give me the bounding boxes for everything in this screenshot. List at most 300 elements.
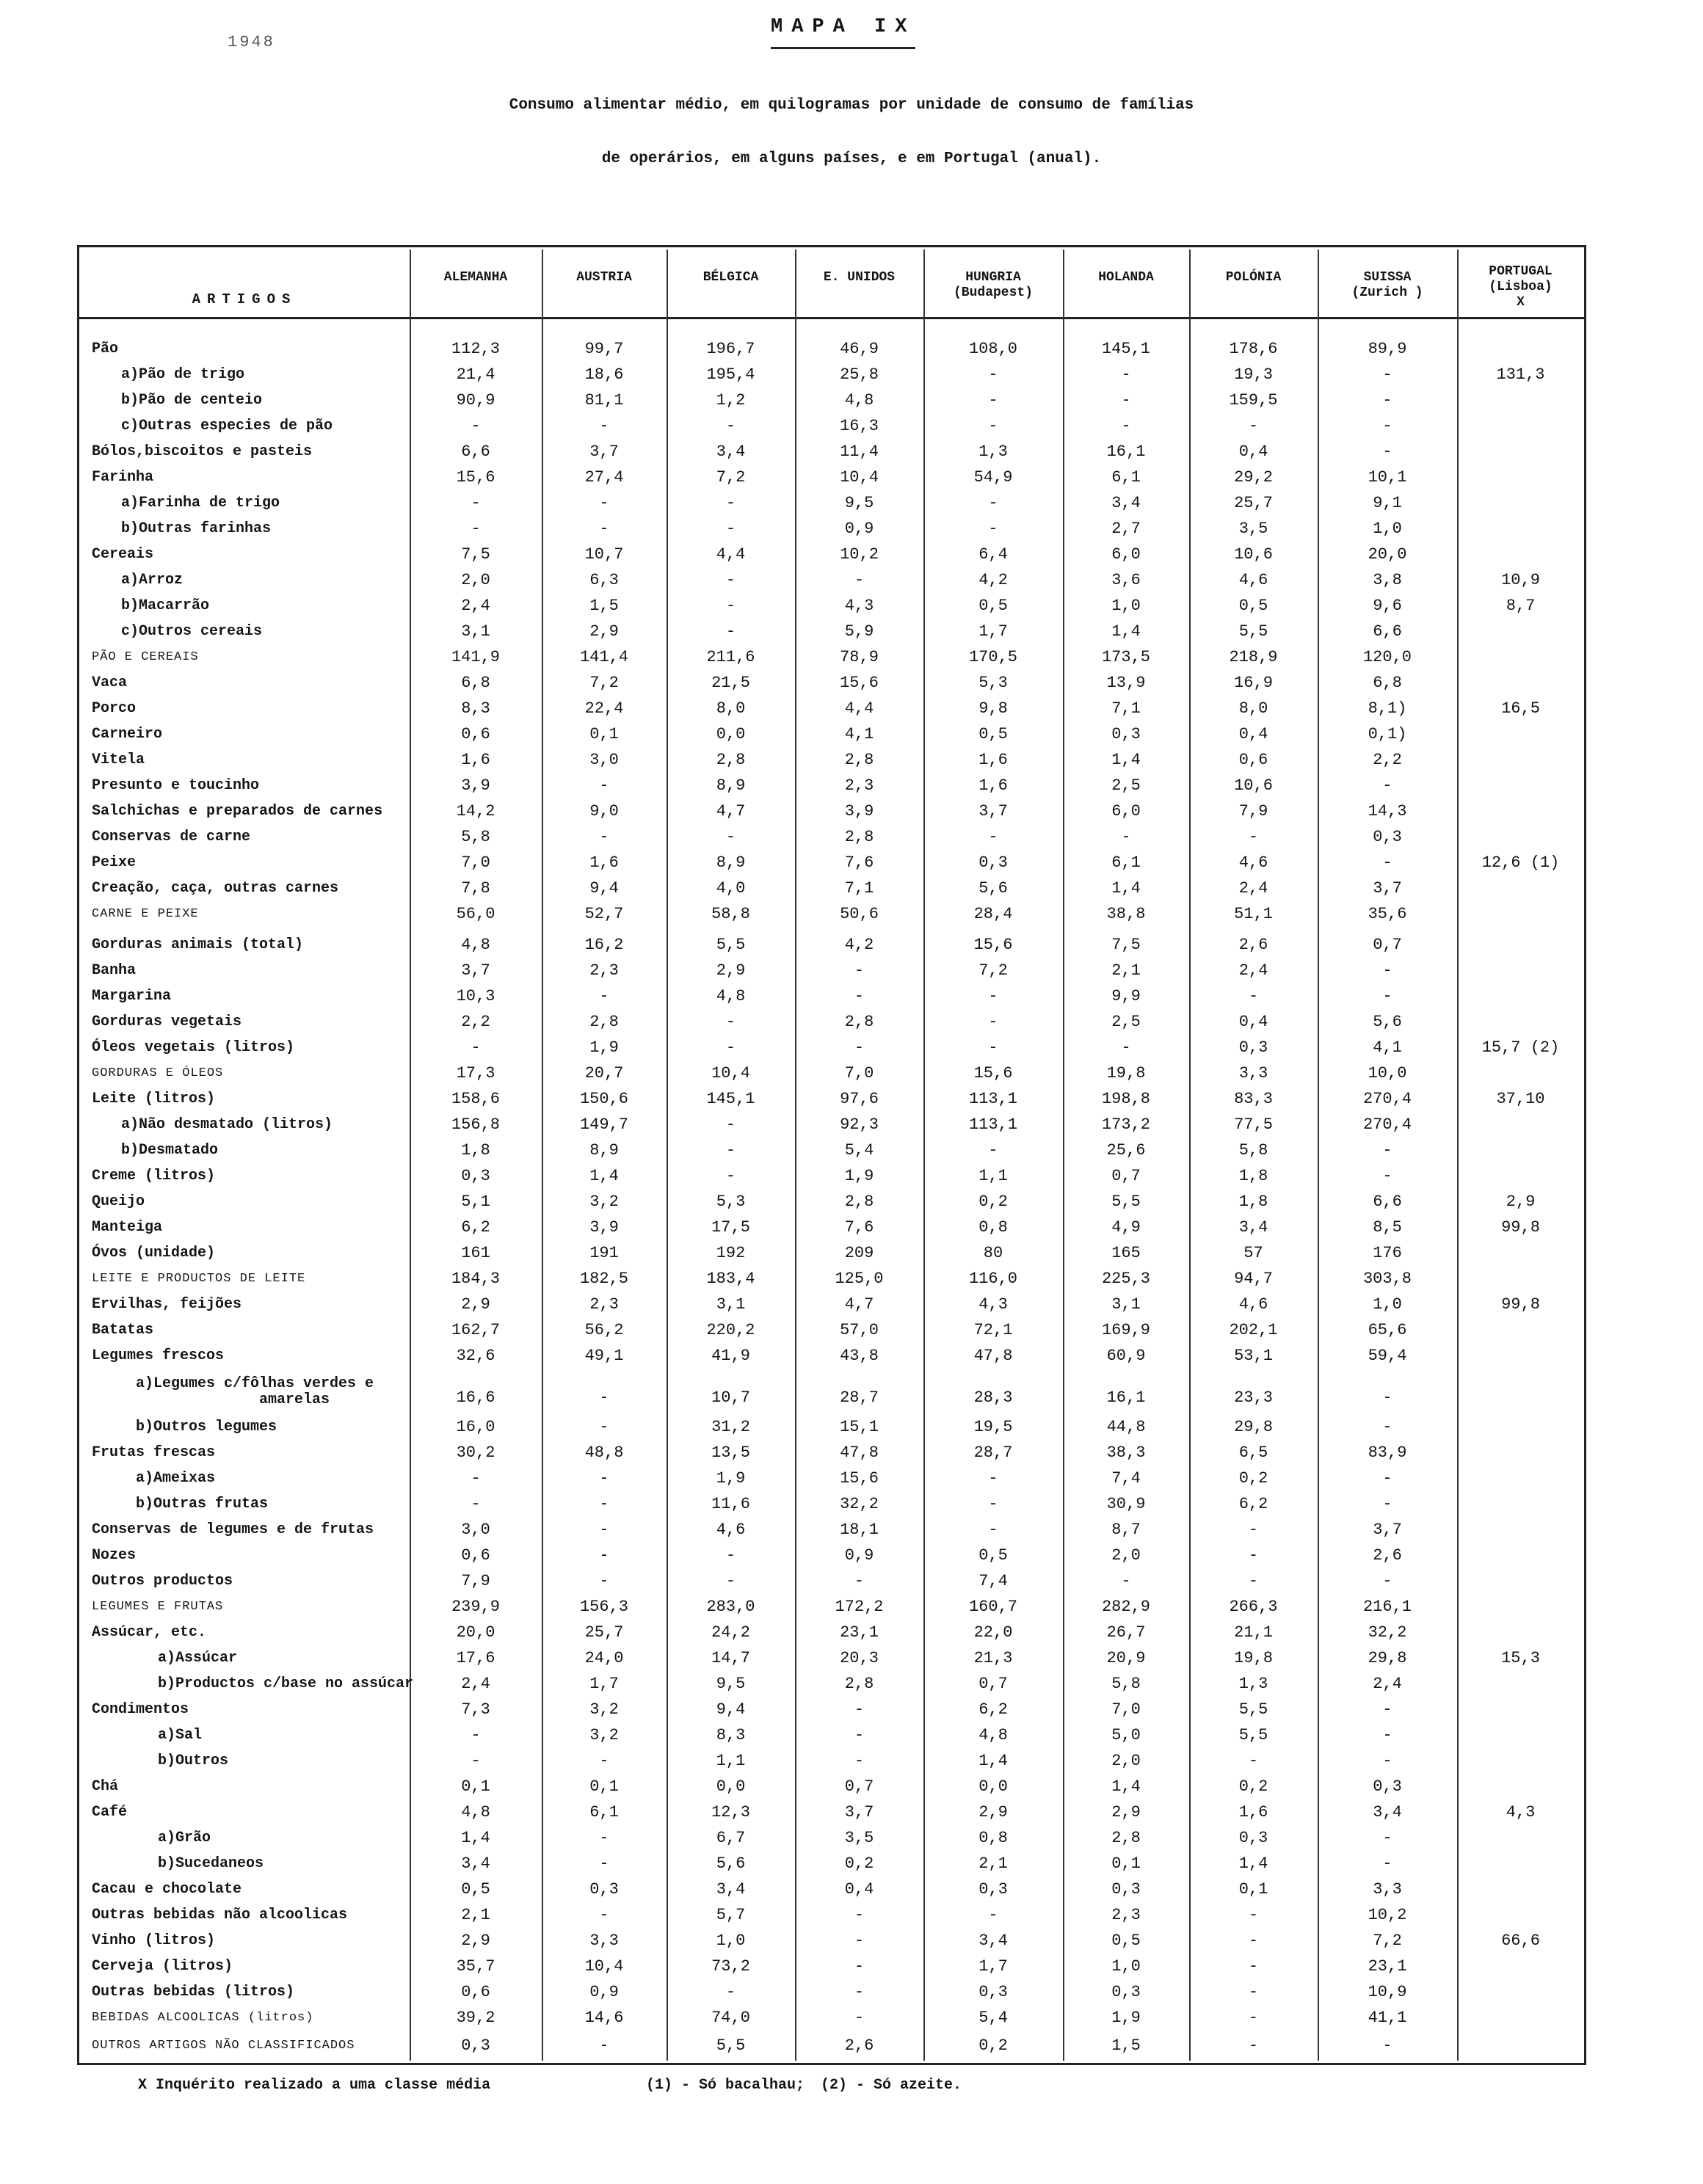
table-cell: 4,1: [1373, 1038, 1402, 1057]
table-cell: 266,3: [1229, 1598, 1278, 1616]
table-cell: 218,9: [1229, 648, 1278, 666]
row-label: Vinho (litros): [92, 1932, 216, 1949]
table-cell: 81,1: [584, 391, 624, 410]
table-cell: -: [599, 1752, 609, 1770]
table-cell: 6,1: [589, 1803, 619, 1821]
table-cell: -: [854, 1038, 865, 1057]
table-cell: -: [725, 1983, 736, 2001]
table-cell: 3,5: [844, 1829, 874, 1847]
table-cell: 176: [1373, 1244, 1402, 1262]
table-cell: 184,3: [451, 1270, 500, 1288]
table-cell: 1,3: [978, 443, 1008, 461]
table-cell: 1,4: [461, 1829, 490, 1847]
table-cell: 1,6: [1238, 1803, 1268, 1821]
table-cell: 1,4: [1238, 1854, 1268, 1873]
table-cell: 9,6: [1373, 597, 1402, 615]
table-cell: 113,1: [968, 1115, 1017, 1134]
column-header-alemanha: ALEMANHA: [443, 270, 508, 285]
row-label: Cerveja (litros): [92, 1958, 233, 1975]
table-cell: -: [1121, 365, 1131, 384]
table-cell: 28,4: [973, 905, 1013, 923]
table-cell: 0,8: [978, 1829, 1008, 1847]
table-cell: 90,9: [456, 391, 495, 410]
table-cell: 41,9: [711, 1347, 750, 1365]
table-cell: 149,7: [579, 1115, 628, 1134]
table-cell: -: [599, 1906, 609, 1924]
table-cell: 18,6: [584, 365, 624, 384]
table-cell: 22,0: [973, 1623, 1013, 1642]
table-cell: 192: [716, 1244, 746, 1262]
table-cell: 0,9: [844, 1546, 874, 1565]
table-cell: 54,9: [973, 468, 1013, 487]
table-cell: 0,4: [1238, 1013, 1268, 1031]
table-cell: 94,7: [1234, 1270, 1273, 1288]
table-cell: 47,8: [973, 1347, 1013, 1365]
table-cell: 2,2: [1373, 751, 1402, 769]
table-cell: -: [1121, 828, 1131, 846]
table-cell: 0,5: [978, 1546, 1008, 1565]
artigos-header: ARTIGOS: [192, 291, 297, 307]
table-cell: 2,0: [1111, 1546, 1141, 1565]
table-cell: 4,3: [1506, 1803, 1536, 1821]
row-label: b)Productos c/base no assúcar: [158, 1675, 414, 1692]
table-cell: -: [725, 828, 736, 846]
table-cell: 2,9: [461, 1932, 490, 1950]
table-cell: -: [1382, 776, 1392, 795]
table-cell: 3,7: [1373, 1521, 1402, 1539]
table-cell: -: [988, 1141, 998, 1160]
table-cell: 17,3: [456, 1064, 495, 1082]
row-label: Farinha: [92, 469, 154, 486]
row-label: b)Sucedaneos: [158, 1855, 264, 1872]
table-cell: 60,9: [1106, 1347, 1146, 1365]
table-cell: 2,3: [1111, 1906, 1141, 1924]
table-cell: 183,4: [706, 1270, 755, 1288]
table-cell: -: [725, 1013, 736, 1031]
table-cell: -: [988, 417, 998, 435]
table-cell: 72,1: [973, 1321, 1013, 1339]
table-cell: 2,8: [1111, 1829, 1141, 1847]
table-cell: 6,8: [1373, 674, 1402, 692]
table-cell: -: [1382, 1854, 1392, 1873]
table-cell: 2,7: [1111, 520, 1141, 538]
table-cell: -: [854, 1932, 865, 1950]
table-cell: 1,4: [1111, 879, 1141, 898]
table-cell: 1,4: [589, 1167, 619, 1185]
table-cell: 4,6: [716, 1521, 746, 1539]
table-cell: 77,5: [1234, 1115, 1273, 1134]
table-cell: 2,9: [978, 1803, 1008, 1821]
row-label: a)Não desmatado (litros): [121, 1116, 333, 1133]
table-cell: -: [1248, 1957, 1259, 1976]
table-cell: 2,3: [844, 776, 874, 795]
table-cell: -: [1248, 1546, 1259, 1565]
table-cell: -: [599, 1469, 609, 1488]
table-cell: 9,8: [978, 699, 1008, 718]
table-cell: 1,0: [1111, 597, 1141, 615]
table-cell: 202,1: [1229, 1321, 1278, 1339]
table-cell: 0,7: [1111, 1167, 1141, 1185]
table-cell: 46,9: [840, 340, 879, 358]
table-cell: 0,1: [461, 1777, 490, 1796]
table-cell: 1,4: [978, 1752, 1008, 1770]
table-cell: -: [988, 987, 998, 1005]
table-cell: -: [1121, 417, 1131, 435]
table-cell: -: [854, 1572, 865, 1590]
table-cell: 5,3: [716, 1193, 746, 1211]
table-cell: 10,9: [1368, 1983, 1407, 2001]
table-cell: -: [1382, 987, 1392, 1005]
table-cell: -: [471, 494, 481, 512]
table-cell: 5,5: [716, 936, 746, 954]
table-cell: -: [1382, 853, 1392, 872]
table-cell: 3,4: [1238, 1218, 1268, 1237]
table-cell: 0,5: [1238, 597, 1268, 615]
table-cell: -: [725, 571, 736, 589]
row-label: Creme (litros): [92, 1168, 216, 1184]
table-cell: 1,0: [1111, 1957, 1141, 1976]
table-cell: 56,2: [584, 1321, 624, 1339]
table-cell: 8,9: [716, 776, 746, 795]
row-label: Salchichas e preparados de carnes: [92, 803, 383, 820]
table-cell: -: [854, 2009, 865, 2027]
table-cell: 99,8: [1501, 1295, 1540, 1314]
table-cell: 6,5: [1238, 1444, 1268, 1462]
table-cell: 0,3: [1111, 1983, 1141, 2001]
table-cell: 0,7: [1373, 936, 1402, 954]
table-cell: -: [725, 1546, 736, 1565]
table-cell: 3,5: [1238, 520, 1268, 538]
table-cell: -: [599, 1572, 609, 1590]
table-cell: 10,3: [456, 987, 495, 1005]
table-cell: -: [1382, 1572, 1392, 1590]
table-cell: 2,9: [589, 622, 619, 641]
table-cell: 141,9: [451, 648, 500, 666]
table-cell: 83,9: [1368, 1444, 1407, 1462]
table-cell: 5,8: [1111, 1675, 1141, 1693]
table-cell: -: [599, 1418, 609, 1436]
table-cell: 20,9: [1106, 1649, 1146, 1667]
table-cell: 162,7: [451, 1321, 500, 1339]
table-cell: -: [471, 1752, 481, 1770]
table-cell: 3,6: [1111, 571, 1141, 589]
table-cell: 9,4: [716, 1700, 746, 1719]
table-cell: -: [725, 1167, 736, 1185]
table-cell: 3,4: [716, 443, 746, 461]
table-cell: 11,6: [711, 1495, 750, 1513]
table-cell: 160,7: [968, 1598, 1017, 1616]
table-cell: 1,4: [1111, 751, 1141, 769]
table-cell: 9,5: [844, 494, 874, 512]
table-cell: 2,1: [978, 1854, 1008, 1873]
table-cell: 1,6: [978, 751, 1008, 769]
table-cell: 2,8: [716, 751, 746, 769]
row-label: c)Outros cereais: [121, 623, 263, 640]
table-cell: 5,5: [1238, 622, 1268, 641]
table-cell: 3,4: [461, 1854, 490, 1873]
table-cell: 1,8: [1238, 1167, 1268, 1185]
table-cell: 3,9: [844, 802, 874, 820]
table-cell: -: [1382, 1752, 1392, 1770]
table-cell: 10,7: [711, 1388, 750, 1407]
table-cell: 5,5: [1238, 1700, 1268, 1719]
table-cell: 18,1: [840, 1521, 879, 1539]
table-cell: 2,4: [1238, 879, 1268, 898]
row-label: Nozes: [92, 1547, 137, 1564]
table-cell: 5,4: [844, 1141, 874, 1160]
table-cell: 24,2: [711, 1623, 750, 1642]
table-cell: 5,8: [461, 828, 490, 846]
row-label: b)Outros legumes: [136, 1419, 277, 1435]
row-label: b)Macarrão: [121, 597, 210, 614]
table-cell: 39,2: [456, 2009, 495, 2027]
table-cell: 21,1: [1234, 1623, 1273, 1642]
table-cell: 7,6: [844, 853, 874, 872]
table-cell: 6,3: [589, 571, 619, 589]
table-cell: 15,6: [973, 936, 1013, 954]
table-cell: -: [988, 391, 998, 410]
table-cell: -: [854, 1906, 865, 1924]
table-cell: 3,7: [1373, 879, 1402, 898]
table-cell: -: [854, 1752, 865, 1770]
table-cell: 0,3: [1373, 1777, 1402, 1796]
table-cell: 150,6: [579, 1090, 628, 1108]
row-label: Banha: [92, 962, 137, 979]
table-cell: 10,2: [1368, 1906, 1407, 1924]
table-cell: 2,4: [1238, 961, 1268, 980]
table-cell: 7,4: [1111, 1469, 1141, 1488]
table-cell: 52,7: [584, 905, 624, 923]
table-cell: 2,0: [461, 571, 490, 589]
table-cell: 13,9: [1106, 674, 1146, 692]
table-cell: 0,3: [978, 853, 1008, 872]
table-cell: 20,3: [840, 1649, 879, 1667]
row-label: Frutas frescas: [92, 1444, 216, 1461]
row-label: Outras bebidas (litros): [92, 1984, 295, 2001]
row-label: Cereais: [92, 546, 154, 563]
table-cell: 25,8: [840, 365, 879, 384]
table-cell: 16,1: [1106, 1388, 1146, 1407]
table-cell: 29,8: [1368, 1649, 1407, 1667]
table-cell: 51,1: [1234, 905, 1273, 923]
table-cell: 29,8: [1234, 1418, 1273, 1436]
table-cell: 1,4: [1111, 622, 1141, 641]
table-cell: 15,3: [1501, 1649, 1540, 1667]
table-cell: 3,2: [589, 1700, 619, 1719]
table-cell: 74,0: [711, 2009, 750, 2027]
column-header-belgica: BÉLGICA: [702, 270, 759, 285]
table-cell: 50,6: [840, 905, 879, 923]
table-cell: -: [599, 1546, 609, 1565]
table-cell: 2,8: [589, 1013, 619, 1031]
table-cell: 5,6: [716, 1854, 746, 1873]
table-cell: 43,8: [840, 1347, 879, 1365]
table-cell: -: [725, 1572, 736, 1590]
row-label: Vitela: [92, 751, 145, 768]
table-cell: 15,6: [840, 674, 879, 692]
table-cell: 4,2: [844, 936, 874, 954]
table-cell: 20,0: [456, 1623, 495, 1642]
table-cell: 13,5: [711, 1444, 750, 1462]
table-cell: 10,4: [584, 1957, 624, 1976]
table-cell: -: [725, 1141, 736, 1160]
table-cell: 283,0: [706, 1598, 755, 1616]
table-cell: 1,6: [589, 853, 619, 872]
table-cell: 3,0: [461, 1521, 490, 1539]
table-cell: 1,0: [716, 1932, 746, 1950]
table-cell: 53,1: [1234, 1347, 1273, 1365]
table-cell: -: [1382, 1469, 1392, 1488]
table-cell: 1,9: [716, 1469, 746, 1488]
table-cell: 9,1: [1373, 494, 1402, 512]
row-label: Margarina: [92, 988, 172, 1005]
row-label: PÃO E CEREAIS: [92, 650, 199, 664]
column-header-hungria: HUNGRIA (Budapest): [953, 270, 1034, 300]
row-label: a)Grão: [158, 1830, 211, 1846]
table-cell: 4,8: [461, 936, 490, 954]
table-cell: -: [599, 1521, 609, 1539]
table-cell: 2,9: [1111, 1803, 1141, 1821]
table-cell: 16,0: [456, 1418, 495, 1436]
table-cell: -: [1248, 1521, 1259, 1539]
row-label: Condimentos: [92, 1701, 189, 1718]
table-cell: 21,5: [711, 674, 750, 692]
row-label: Pão: [92, 341, 119, 357]
table-cell: 20,0: [1368, 545, 1407, 564]
row-label: Queijo: [92, 1193, 145, 1210]
table-cell: 2,6: [1373, 1546, 1402, 1565]
row-label: GORDURAS E ÓLEOS: [92, 1066, 224, 1080]
table-cell: 32,6: [456, 1347, 495, 1365]
table-cell: 99,8: [1501, 1218, 1540, 1237]
table-cell: -: [1382, 2036, 1392, 2055]
table-cell: -: [599, 1854, 609, 1873]
table-cell: 1,5: [589, 597, 619, 615]
table-cell: 4,7: [844, 1295, 874, 1314]
table-cell: 5,5: [1238, 1726, 1268, 1744]
table-cell: 15,7 (2): [1481, 1038, 1560, 1057]
row-label: Batatas: [92, 1322, 154, 1339]
table-cell: 16,3: [840, 417, 879, 435]
table-cell: -: [1382, 1418, 1392, 1436]
row-label: LEGUMES E FRUTAS: [92, 1600, 224, 1614]
table-cell: 165: [1111, 1244, 1141, 1262]
table-cell: 8,1): [1368, 699, 1407, 718]
table-cell: 3,4: [1111, 494, 1141, 512]
table-cell: 7,1: [1111, 699, 1141, 718]
table-cell: 7,0: [1111, 1700, 1141, 1719]
table-cell: 23,1: [840, 1623, 879, 1642]
table-cell: 108,0: [968, 340, 1017, 358]
table-cell: 2,4: [461, 597, 490, 615]
table-cell: 44,8: [1106, 1418, 1146, 1436]
table-cell: -: [988, 365, 998, 384]
row-label: Manteiga: [92, 1219, 163, 1236]
table-cell: 17,6: [456, 1649, 495, 1667]
table-cell: 35,6: [1368, 905, 1407, 923]
table-cell: 2,2: [461, 1013, 490, 1031]
table-cell: 7,2: [978, 961, 1008, 980]
row-label: LEITE E PRODUCTOS DE LEITE: [92, 1272, 306, 1286]
row-label: a)Pão de trigo: [121, 366, 245, 383]
table-cell: 0,4: [1238, 725, 1268, 743]
footnote-x: X Inquérito realizado a uma classe média: [138, 2077, 491, 2094]
row-label: Café: [92, 1804, 128, 1821]
table-cell: 38,3: [1106, 1444, 1146, 1462]
table-cell: 20,7: [584, 1064, 624, 1082]
table-cell: -: [1248, 1752, 1259, 1770]
table-cell: 2,5: [1111, 1013, 1141, 1031]
table-cell: 11,4: [840, 443, 879, 461]
table-cell: 12,6 (1): [1481, 853, 1560, 872]
table-cell: 0,2: [978, 2036, 1008, 2055]
table-cell: 4,4: [844, 699, 874, 718]
table-cell: 5,6: [978, 879, 1008, 898]
table-cell: 6,4: [978, 545, 1008, 564]
table-cell: 3,2: [589, 1726, 619, 1744]
table-cell: -: [725, 494, 736, 512]
table-cell: 2,1: [1111, 961, 1141, 980]
table-cell: 16,5: [1501, 699, 1540, 718]
table-cell: 83,3: [1234, 1090, 1273, 1108]
table-cell: 0,2: [1238, 1777, 1268, 1796]
table-cell: 1,9: [589, 1038, 619, 1057]
table-cell: 28,7: [973, 1444, 1013, 1462]
table-cell: 141,4: [579, 648, 628, 666]
table-cell: 172,2: [835, 1598, 884, 1616]
table-cell: 0,6: [461, 725, 490, 743]
table-cell: 2,5: [1111, 776, 1141, 795]
table-cell: 10,4: [840, 468, 879, 487]
table-cell: 1,2: [716, 391, 746, 410]
page-mark: 1948: [228, 33, 275, 51]
table-cell: 2,9: [461, 1295, 490, 1314]
table-cell: 14,3: [1368, 802, 1407, 820]
table-cell: 6,1: [1111, 853, 1141, 872]
table-cell: 49,1: [584, 1347, 624, 1365]
table-cell: 182,5: [579, 1270, 628, 1288]
row-label: a)Assúcar: [158, 1650, 238, 1667]
row-label: CARNE E PEIXE: [92, 907, 199, 921]
table-cell: 0,4: [844, 1880, 874, 1899]
table-cell: 10,4: [711, 1064, 750, 1082]
table-cell: -: [1248, 2009, 1259, 2027]
table-cell: 4,6: [1238, 571, 1268, 589]
table-cell: 2,1: [461, 1906, 490, 1924]
table-cell: 8,0: [716, 699, 746, 718]
table-cell: 3,2: [589, 1193, 619, 1211]
table-cell: -: [1121, 1038, 1131, 1057]
table-cell: 15,6: [456, 468, 495, 487]
table-cell: -: [725, 417, 736, 435]
row-label: a)Legumes c/fôlhas verdes e amarelas: [136, 1375, 374, 1408]
table-cell: 57: [1243, 1244, 1263, 1262]
table-cell: 0,3: [978, 1983, 1008, 2001]
table-cell: 6,7: [716, 1829, 746, 1847]
table-cell: 4,7: [716, 802, 746, 820]
table-cell: -: [1382, 365, 1392, 384]
table-cell: 270,4: [1362, 1090, 1412, 1108]
table-cell: 303,8: [1362, 1270, 1412, 1288]
table-cell: 6,6: [461, 443, 490, 461]
table-cell: 7,5: [1111, 936, 1141, 954]
table-cell: 10,7: [584, 545, 624, 564]
table-cell: 16,2: [584, 936, 624, 954]
table-cell: 239,9: [451, 1598, 500, 1616]
table-cell: 8,3: [716, 1726, 746, 1744]
table-cell: 198,8: [1101, 1090, 1150, 1108]
row-label: a)Sal: [158, 1727, 203, 1744]
